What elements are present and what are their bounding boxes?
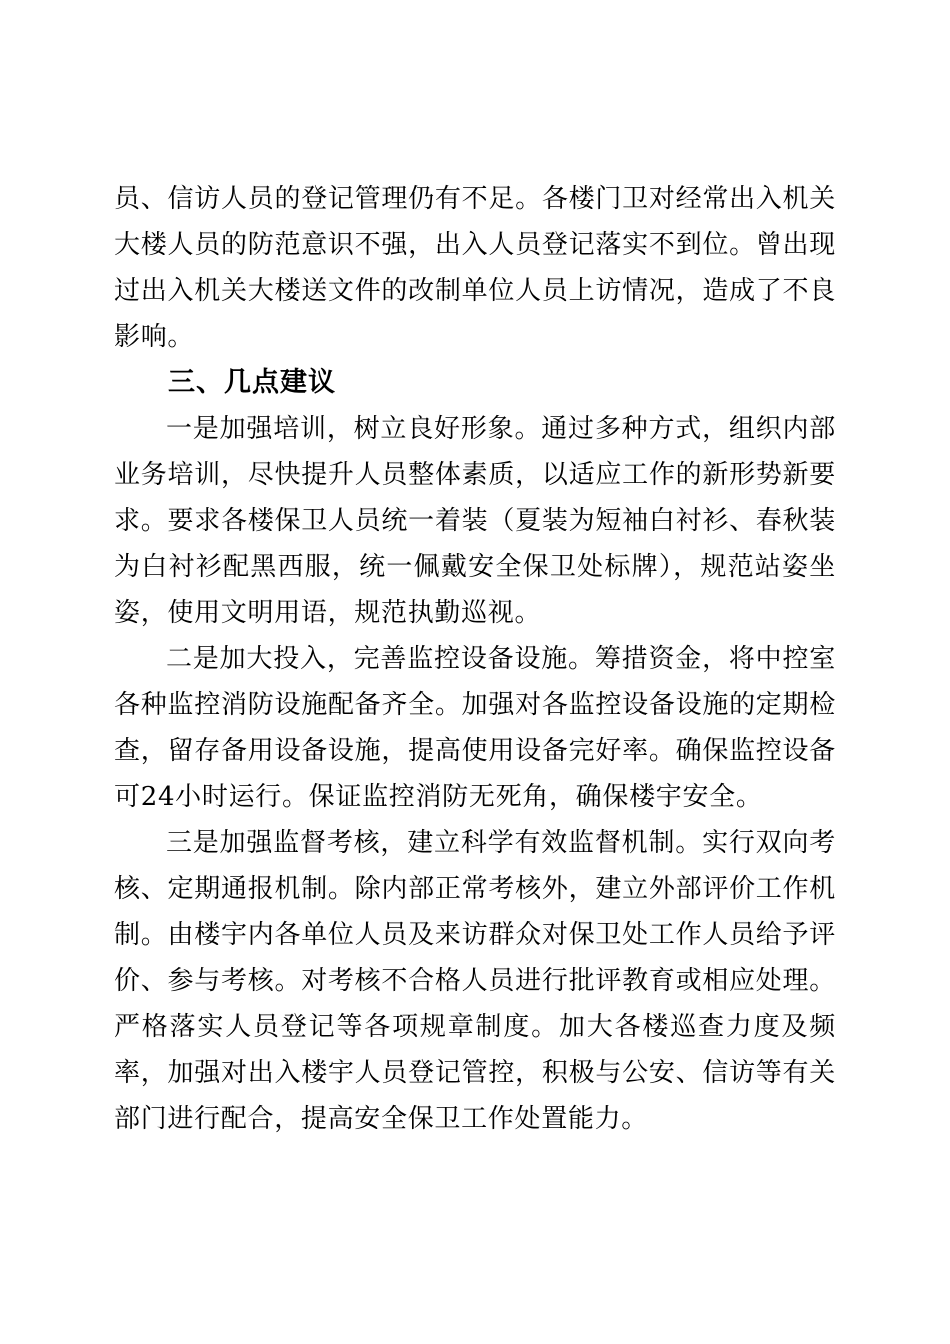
paragraph-suggestion-3: 三是加强监督考核，建立科学有效监督机制。实行双向考核、定期通报机制。除内部正常考核外，建立外部评价工作机制。由楼宇内各单位人员及来访群众对保卫处工作人员给予评价、参与考核。对考核不合格人员进行批评教育或相应处理。严格落实人员登记等各项规章制度。加大各楼巡查力度及频率，加强对出入楼宇人员登记管控，积极与公安、信访等有关部门进行配合，提高安全保卫工作处置能力。 [114,828,836,1134]
paragraph-suggestion-1: 一是加强培训，树立良好形象。通过多种方式，组织内部业务培训，尽快提升人员整体素质，以适应工作的新形势新要求。要求各楼保卫人员统一着装（夏装为短袖白衬衫、春秋装为白衬衫配黑西服，统一佩戴安全保卫处标牌），规范站姿坐姿，使用文明用语，规范执勤巡视。 [114,414,836,628]
paragraph-continuation: 员、信访人员的登记管理仍有不足。各楼门卫对经常出入机关大楼人员的防范意识不强，出入人员登记落实不到位。曾出现过出入机关大楼送文件的改制单位人员上访情况，造成了不良影响。 [114,184,836,352]
section-heading: 三、几点建议 [168,367,336,398]
paragraph-suggestion-2: 二是加大投入，完善监控设备设施。筹措资金，将中控室各种监控消防设施配备齐全。加强对各监控设备设施的定期检查，留存备用设备设施，提高使用设备完好率。确保监控设备可24小时运行。保证监控消防无死角，确保楼宇安全。 [114,644,836,812]
document-body [114,176,836,1142]
